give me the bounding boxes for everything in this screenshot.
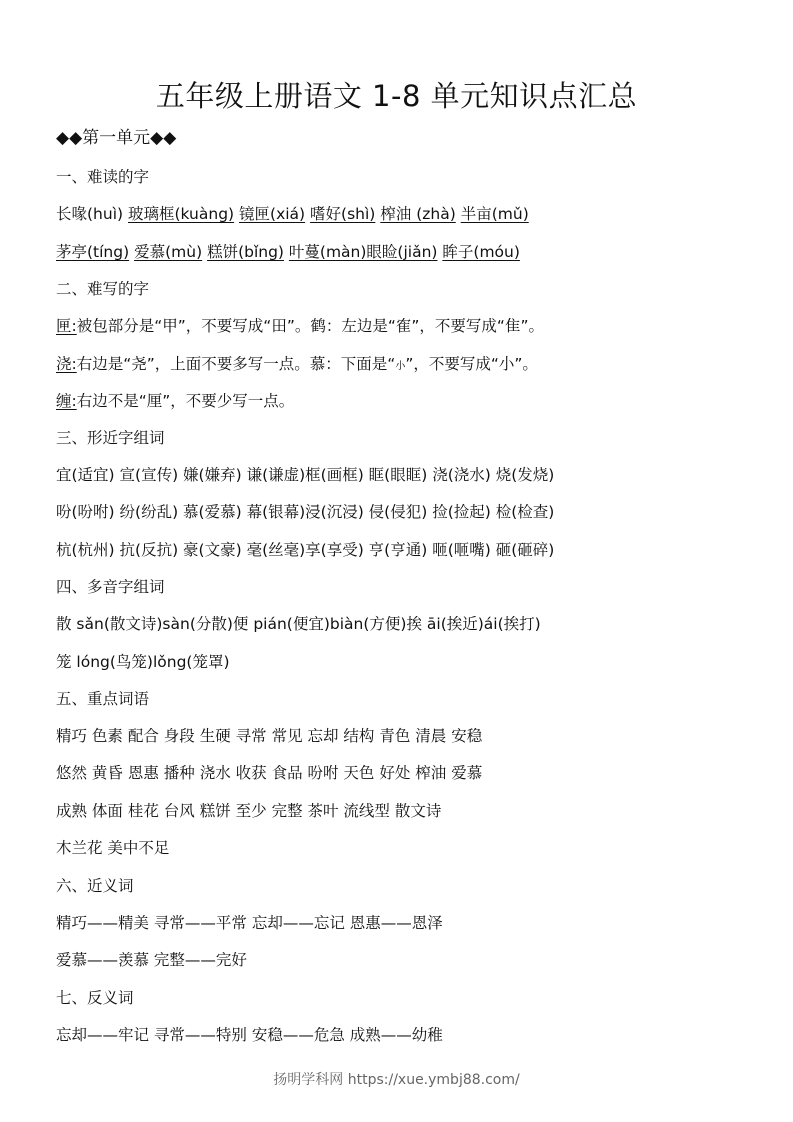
word-item: 叶蔓(màn)眼睑(jiǎn) xyxy=(288,243,438,261)
section-5-heading: 五、重点词语 xyxy=(56,690,150,708)
hard-write-line-3 xyxy=(56,390,294,412)
section-3-heading: 三、形近字组词 xyxy=(56,429,165,447)
key-words-row-3: 成熟 体面 桂花 台风 糕饼 至少 完整 茶叶 流线型 散文诗 xyxy=(56,802,442,820)
antonym-row-1: 忘却——牢记 寻常——特别 安稳——危急 成熟——幼稚 xyxy=(56,1026,443,1044)
footer-watermark: 扬明学科网 https://xue.ymbj88.com/ xyxy=(273,1072,520,1088)
word-item: 眸子(móu) xyxy=(442,243,520,261)
synonym-row-2: 爱慕——羡慕 完整——完好 xyxy=(56,951,247,969)
section-7-heading: 七、反义词 xyxy=(56,989,134,1007)
char-note-small: 小 xyxy=(395,361,406,372)
section-1-heading: 一、难读的字 xyxy=(56,168,150,186)
hard-read-row-1 xyxy=(56,203,529,225)
section-4-heading: 四、多音字组词 xyxy=(56,578,165,596)
word-item: 玻璃框(kuàng) xyxy=(128,205,235,223)
char-label: 匣: xyxy=(56,317,77,335)
word-item: 半亩(mǔ) xyxy=(460,205,529,223)
char-label: 浇: xyxy=(56,355,77,373)
key-words-row-1: 精巧 色素 配合 身段 生硬 寻常 常见 忘却 结构 青色 清晨 安稳 xyxy=(56,727,483,745)
polyphone-row-1: 散 sǎn(散文诗)sàn(分散)便 pián(便宜)biàn(方便)挨 āi(挨近)ái(挨打) xyxy=(56,615,541,633)
char-note: ”，不要写成“小”。 xyxy=(405,355,538,373)
similar-char-row-3: 杭(杭州) 抗(反抗) 豪(文豪) 毫(丝毫)享(享受) 亨(亨通) 咂(咂嘴) 砸(砸碎) xyxy=(56,541,555,559)
section-2-heading: 二、难写的字 xyxy=(56,280,150,298)
word-item: 嗜好(shì) xyxy=(310,205,376,223)
word-item: 长喙(huì) xyxy=(56,205,124,223)
synonym-row-1: 精巧——精美 寻常——平常 忘却——忘记 恩惠——恩泽 xyxy=(56,914,443,932)
word-item: 爱慕(mù) xyxy=(134,243,203,261)
word-item: 茅亭(tíng) xyxy=(56,243,130,261)
key-words-row-4: 木兰花 美中不足 xyxy=(56,839,170,857)
word-item: 镜匣(xiá) xyxy=(239,205,306,223)
unit-heading: ◆◆第一单元◆◆ xyxy=(56,128,177,148)
char-label: 缠: xyxy=(56,392,77,410)
key-words-row-2: 悠然 黄昏 恩惠 播种 浇水 收获 食品 吩咐 天色 好处 榨油 爱慕 xyxy=(56,764,483,782)
similar-char-row-2: 吩(吩咐) 纷(纷乱) 慕(爱慕) 幕(银幕)浸(沉浸) 侵(侵犯) 捡(捡起) 检(检查) xyxy=(56,503,555,521)
hard-read-row-2 xyxy=(56,241,520,263)
hard-write-line-1 xyxy=(56,315,544,337)
char-note: 右边是“尧”，上面不要多写一点。慕：下面是“ xyxy=(76,355,396,373)
hard-write-line-2 xyxy=(56,353,538,378)
similar-char-row-1: 宜(适宜) 宣(宣传) 嫌(嫌弃) 谦(谦虚)框(画框) 眶(眼眶) 浇(浇水) 烧(发烧) xyxy=(56,466,555,484)
polyphone-row-2: 笼 lóng(鸟笼)lǒng(笼罩) xyxy=(56,653,230,671)
section-6-heading: 六、近义词 xyxy=(56,877,134,895)
word-item: 榨油 (zhà) xyxy=(380,205,456,223)
word-item: 糕饼(bǐng) xyxy=(207,243,284,261)
document-title: 五年级上册语文 1-8 单元知识点汇总 xyxy=(155,79,638,113)
char-note: 右边不是“厘”，不要少写一点。 xyxy=(76,392,295,410)
char-note: 被包部分是“甲”，不要写成“田”。鹤：左边是“隺”，不要写成“隹”。 xyxy=(76,317,544,335)
